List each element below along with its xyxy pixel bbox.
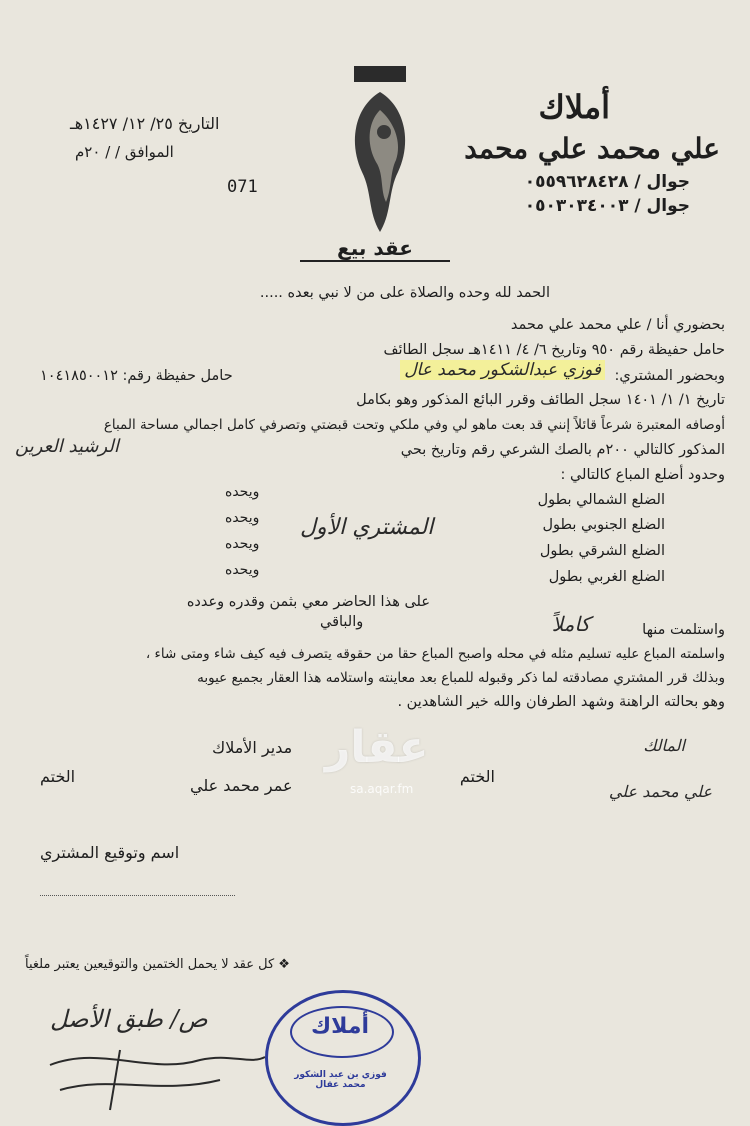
- footer-note: ❖ كل عقد لا يحمل الختمين والتوقيعين يعتبر ملغياً: [25, 957, 290, 972]
- serial-number: 071: [227, 177, 258, 197]
- buyer-signature-line: [40, 895, 235, 896]
- line-closing: وهو بحالته الراهنة وشهد الطرفان والله خير الشاهدين .: [397, 694, 725, 710]
- watermark-url: sa.aqar.fm: [350, 782, 414, 796]
- line-price: على هذا الحاضر معي بثمن وقدره وعدده: [186, 594, 430, 610]
- stamp-text: أملاك: [310, 1014, 370, 1039]
- side-north-unit: ويحده: [225, 484, 260, 500]
- watermark-brand: عقار: [325, 722, 429, 773]
- owner-name-signature: علي محمد علي: [608, 782, 712, 801]
- line-acceptance: وبذلك قرر المشتري مصادقته لما ذكر وقبوله للمباع بعد معاينته واستلامه هذا العقار بجميع عيوبه: [197, 670, 725, 686]
- manager-name: عمر محمد علي: [190, 776, 293, 795]
- company-title: أملاك: [538, 88, 610, 126]
- side-south-unit: ويحده: [225, 510, 260, 526]
- side-north-label: الضلع الشمالي بطول: [537, 492, 665, 508]
- manager-label: مدير الأملاك: [212, 738, 293, 757]
- buyer-name-handwritten: فوزي عبدالشكور محمد عال: [400, 360, 605, 380]
- contract-title: عقد بيع: [300, 236, 450, 262]
- owner-label: المالك: [643, 736, 685, 755]
- side-west-unit: ويحده: [225, 562, 260, 578]
- side-east-label: الضلع الشرقي بطول: [539, 543, 665, 559]
- line-presence-seller: بحضوري أنا / علي محمد علي محمد: [510, 317, 725, 333]
- line-remaining: والباقي: [320, 614, 364, 630]
- date-label: التاريخ ٢٥/ ١٢/ ١٤٢٧هـ: [70, 114, 220, 133]
- hijri-equivalent: الموافق / / ٢٠م: [75, 143, 174, 161]
- seal-label-2: الختم: [40, 767, 76, 786]
- signature-scribble-icon: [40, 1035, 270, 1115]
- line-handover: واسلمته المباع عليه تسليم مثله في محله واصبح المباع حقا من حقوقه يتصرف فيه كيف شاء ومتى شاء ،: [145, 646, 725, 662]
- seal-label-1: الختم: [459, 767, 495, 786]
- handwritten-certified-copy: ص/ طبق الأصل: [50, 1005, 208, 1033]
- line-received-label: واستلمت منها: [642, 622, 725, 638]
- line-buyer-id: حامل حفيظة رقم: ١٠٤١٨٥٠٠١٢: [40, 368, 233, 384]
- buyer-signature-label: اسم وتوقيع المشتري: [40, 843, 180, 862]
- line-buyer-label: وبحضور المشتري:: [614, 368, 725, 384]
- calligraphy-logo-icon: [340, 62, 420, 237]
- owner-name-header: علي محمد علي محمد: [464, 132, 720, 165]
- mobile-2: جوال / ٠٥٠٣٠٣٤٠٠٣: [524, 196, 690, 216]
- opening-line: الحمد لله وحده والصلاة على من لا نبي بعده .....: [259, 285, 550, 301]
- line-seller-id: حامل حفيظة رقم ٩٥٠ وتاريخ ٦/ ٤/ ١٤١١هـ سجل الطائف: [383, 342, 725, 358]
- side-south-label: الضلع الجنوبي بطول: [542, 517, 665, 533]
- line-area-deed: المذكور كالتالي ٢٠٠م بالصك الشرعي رقم وتاريخ بحي: [400, 442, 725, 458]
- side-east-unit: ويحده: [225, 536, 260, 552]
- district-handwritten: الرشيد العرين: [15, 436, 119, 457]
- sides-handwritten: المشتري الأول: [300, 515, 434, 540]
- line-boundaries-title: وحدود أضلع المباع كالتالي :: [560, 467, 725, 483]
- stamp-ring-text: فوزي بن عبد الشكور محمد عقال: [294, 1070, 387, 1090]
- mobile-1: جوال / ٠٥٥٩٦٢٨٤٢٨: [524, 172, 690, 192]
- line-date-registry: تاريخ ١/ ١/ ١٤٠١ سجل الطائف وقرر البائع المذكور وهو بكامل: [356, 392, 725, 408]
- line-declaration: أوصافه المعتبرة شرعاً قائلاً إنني قد بعت ماهو لي وفي ملكي وتحت قبضتي وتصرفي كامل اجمالي مساحة المباع: [103, 417, 725, 433]
- side-west-label: الضلع الغربي بطول: [548, 569, 665, 585]
- received-handwritten: كاملاً: [551, 612, 590, 636]
